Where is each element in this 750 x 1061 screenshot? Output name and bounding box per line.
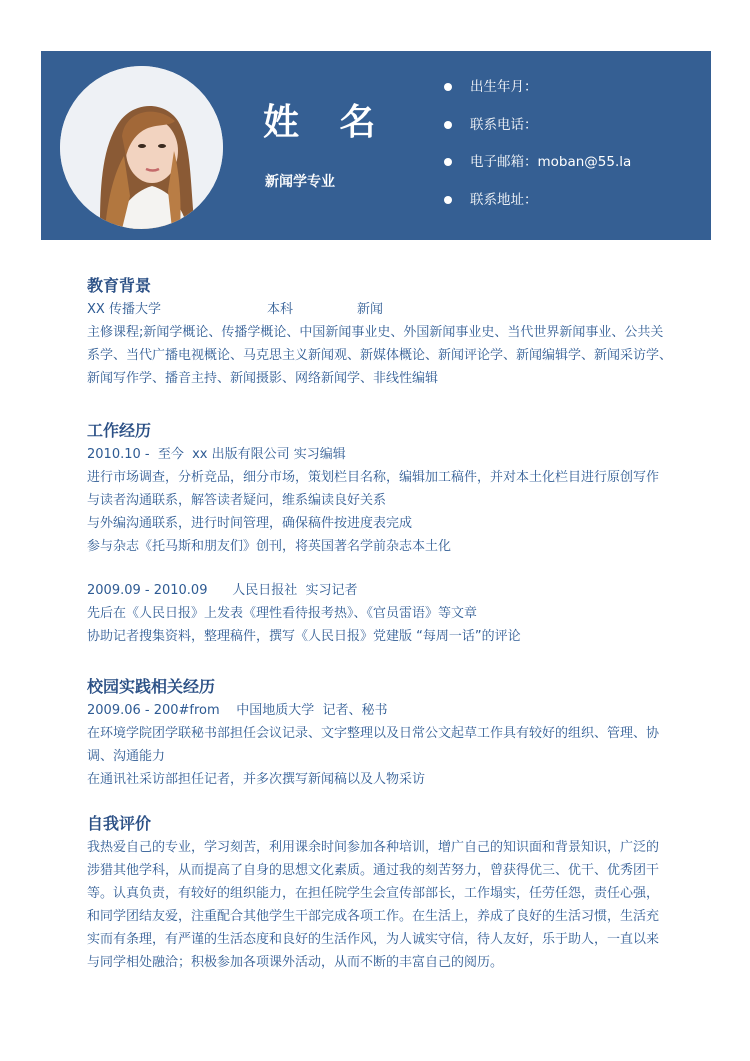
job-heading: 2010.10 - 至今 xx 出版有限公司 实习编辑 [87, 447, 346, 462]
candidate-major: 新闻学专业 [265, 174, 335, 190]
contact-birthdate [441, 75, 631, 113]
education-entry [87, 298, 707, 321]
header-band [41, 51, 711, 240]
section-title: 工作经历 [87, 421, 152, 440]
evaluation-line: 涉猎其他学科，从而提高了自身的思想文化素质。通过我的刻苦努力，曾获得优三、优干、优秀团干 [87, 863, 660, 878]
evaluation-line: 等。认真负责，有较好的组织能力，在担任院学生会宣传部部长，工作塌实，任劳任怨，责任心强， [87, 886, 660, 901]
candidate-name: 姓 名 [263, 102, 390, 143]
section-campus [87, 675, 707, 791]
contact-list [441, 75, 631, 225]
section-work [87, 419, 707, 648]
contact-label: 出生年月： [470, 79, 538, 95]
evaluation-line: 我热爱自己的专业，学习刻苦，利用课余时间参加各种培训，增广自己的知识面和背景知识，广泛的 [87, 840, 660, 855]
job-duty: 进行市场调查，分析竞品，细分市场，策划栏目名称，编辑加工稿件，并对本土化栏目进行原创写作 [87, 470, 660, 485]
profile-photo [60, 66, 223, 229]
campus-detail: 在环境学院团学联秘书部担任会议记录、文字整理以及日常公文起草工作具有较好的组织、管理、协 [87, 726, 660, 741]
campus-heading: 2009.06 - 200#from 中国地质大学 记者、秘书 [87, 703, 388, 718]
job-duty: 与外编沟通联系，进行时间管理，确保稿件按进度表完成 [87, 516, 413, 531]
courses-line: 系学、当代广播电视概论、马克思主义新闻观、新媒体概论、新闻评论学、新闻编辑学、新闻采访学、 [87, 348, 673, 363]
contact-email [441, 150, 631, 188]
degree: 本科 [267, 302, 294, 317]
contact-address [441, 188, 631, 226]
job-duty: 参与杂志《托马斯和朋友们》创刊，将英国著名学前杂志本土化 [87, 539, 452, 554]
job-heading: 2009.09 - 2010.09 人民日报社 实习记者 [87, 583, 358, 598]
evaluation-line: 与同学相处融洽；积极参加各项课外活动，从而不断的丰富自己的阅历。 [87, 955, 504, 970]
school-name: XX 传播大学 [87, 302, 161, 317]
contact-label: 电子邮箱： [470, 154, 538, 170]
job-duty: 协助记者搜集资料，整理稿件，撰写《人民日报》党建版 “每周一话”的评论 [87, 629, 521, 644]
section-self-evaluation [87, 812, 707, 974]
campus-detail: 调、沟通能力 [87, 749, 166, 764]
campus-detail: 在通讯社采访部担任记者，并多次撰写新闻稿以及人物采访 [87, 772, 426, 787]
bullet-icon [444, 83, 452, 91]
portrait-image [60, 66, 223, 229]
field-of-study: 新闻 [357, 302, 384, 317]
spacer [87, 558, 707, 579]
contact-label: 联系地址： [470, 191, 538, 208]
job-duty: 与读者沟通联系，解答读者疑问，维系编读良好关系 [87, 493, 387, 508]
evaluation-line: 实而有条理，有严谨的生活态度和良好的生活作风，为人诚实守信，待人友好，乐于助人，一直以来 [87, 932, 660, 947]
contact-value[interactable]: moban@55.la [537, 154, 632, 170]
contact-label: 联系电话： [470, 116, 538, 133]
courses-line: 主修课程;新闻学概论、传播学概论、中国新闻事业史、外国新闻事业史、当代世界新闻事业、公共关 [87, 325, 664, 340]
section-title: 教育背景 [87, 276, 152, 295]
bullet-icon [444, 196, 452, 204]
section-education [87, 274, 707, 390]
contact-phone [441, 113, 631, 151]
bullet-icon [444, 121, 452, 129]
section-title: 自我评价 [87, 814, 152, 833]
section-title: 校园实践相关经历 [87, 677, 216, 696]
evaluation-line: 和同学团结友爱，注重配合其他学生干部完成各项工作。在生活上，养成了良好的生活习惯，生活充 [87, 909, 660, 924]
courses-line: 新闻写作学、播音主持、新闻摄影、网络新闻学、非线性编辑 [87, 371, 439, 386]
bullet-icon [444, 158, 452, 166]
job-duty: 先后在《人民日报》上发表《理性看待报考热》、《官员雷语》等文章 [87, 606, 478, 621]
